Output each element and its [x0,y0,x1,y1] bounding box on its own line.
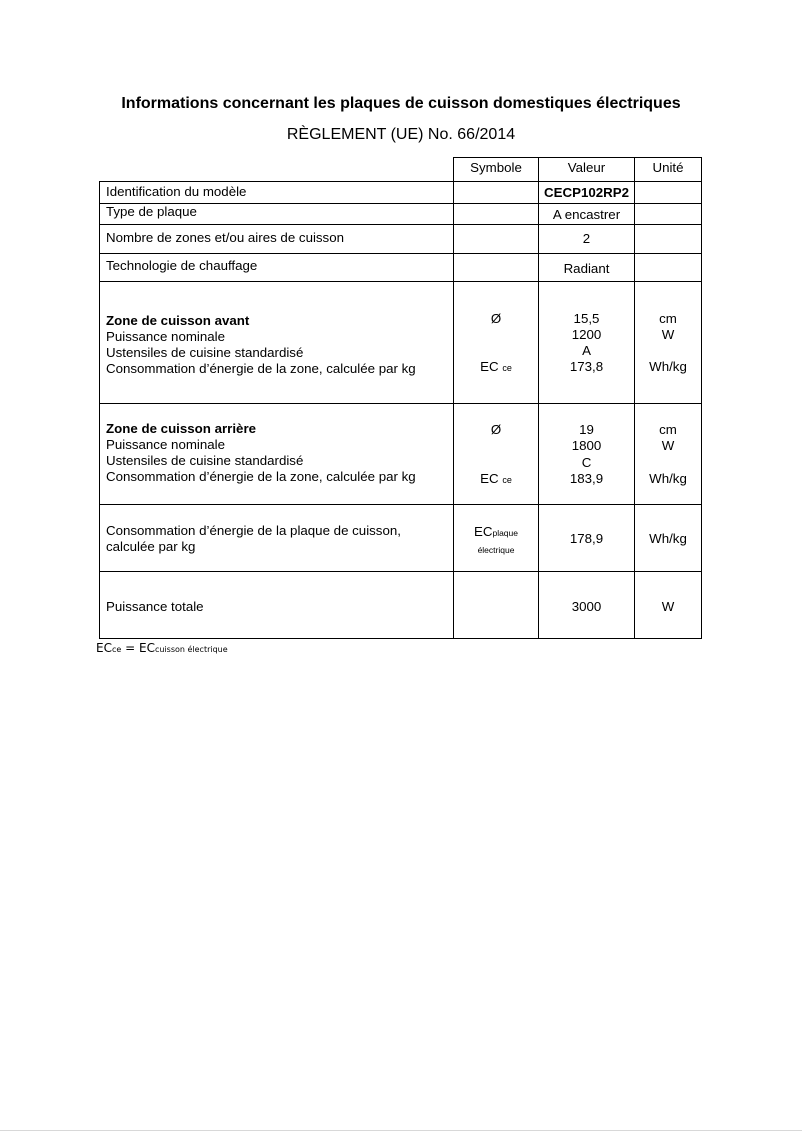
table-rule [453,157,454,639]
zone-avant-line: Puissance nominale [106,329,226,344]
type-label: Type de plaque [106,204,197,219]
zone-avant-unit: cm [659,311,677,326]
zone-arriere-value: C [581,455,592,470]
type-value: A encastrer [552,207,621,222]
zone-avant-value: 15,5 [573,311,600,326]
document-title: Informations concernant les plaques de cuisson domestiques électriques [121,95,681,112]
table-rule [99,504,701,505]
zones-value: 2 [582,231,591,246]
page-bottom-rule [0,1130,802,1131]
zone-avant-diameter-symbol: Ø [490,311,502,326]
footnote [96,641,228,655]
technologie-label: Technologie de chauffage [106,258,258,273]
zone-arriere-unit: cm [659,422,677,437]
footnote-sub: cuisson électrique [154,645,228,654]
table-rule [99,638,701,639]
table-rule [701,157,702,639]
zone-avant-value: 1200 [571,327,602,342]
table-rule [99,224,701,225]
footnote-ec: EC [138,641,155,655]
zone-arriere-ec-symbol [454,471,538,488]
zone-arriere-value: 1800 [571,438,602,453]
technologie-value: Radiant [563,261,610,276]
table-rule [99,281,701,282]
zone-avant-unit: W [661,327,675,342]
table-rule [99,403,701,404]
header-valeur: Valeur [567,160,606,175]
zone-arriere-title: Zone de cuisson arrière [106,421,257,436]
zone-arriere-value: 183,9 [569,471,604,486]
zone-avant-title: Zone de cuisson avant [106,313,250,328]
ec-subscript: ce [502,363,512,373]
table-rule [538,157,539,639]
puissance-totale-value: 3000 [571,599,602,614]
consommation-unit: Wh/kg [649,531,687,546]
ec-text: EC [473,524,493,539]
ec-subscript: ce [502,475,512,485]
zone-arriere-unit: Wh/kg [649,471,687,486]
puissance-totale-label: Puissance totale [106,599,204,614]
zone-avant-ec-symbol [454,359,538,376]
footnote-sub: ce [111,645,122,654]
ec-text: EC [480,471,499,486]
zone-arriere-line: Puissance nominale [106,437,226,452]
zone-avant-value: 173,8 [569,359,604,374]
zone-avant-value: A [582,343,591,358]
zone-arriere-line: Ustensiles de cuisine standardisé [106,453,304,468]
table-rule [453,157,701,158]
zone-avant-unit: Wh/kg [649,359,687,374]
consommation-label: calculée par kg [106,539,196,554]
model-label: Identification du modèle [106,184,247,199]
zone-arriere-value: 19 [579,422,594,437]
header-symbole: Symbole [470,160,522,175]
table-rule [99,571,701,572]
table-rule [634,157,635,639]
table-rule [99,181,100,639]
regulation-subtitle: RÈGLEMENT (UE) No. 66/2014 [286,126,516,143]
header-unite: Unité [652,160,684,175]
consommation-symbol [454,524,538,541]
zone-arriere-line: Consommation d’énergie de la zone, calculée par kg [106,469,416,484]
ec-text: EC [480,359,499,374]
consommation-symbol-sub: électrique [477,545,515,555]
zones-label: Nombre de zones et/ou aires de cuisson [106,230,344,245]
table-rule [99,181,701,182]
puissance-totale-unit: W [661,599,675,614]
zone-avant-line: Ustensiles de cuisine standardisé [106,345,304,360]
footnote-equals: = [121,641,139,655]
zone-avant-line: Consommation d’énergie de la zone, calculée par kg [106,361,416,376]
zone-arriere-diameter-symbol: Ø [490,422,502,437]
table-rule [99,253,701,254]
consommation-label: Consommation d’énergie de la plaque de cuisson, [106,523,401,538]
consommation-value: 178,9 [569,531,604,546]
ec-subscript: plaque [492,528,518,538]
zone-arriere-unit: W [661,438,675,453]
model-value: CECP102RP2 [544,185,629,200]
footnote-ec: EC [96,641,112,655]
